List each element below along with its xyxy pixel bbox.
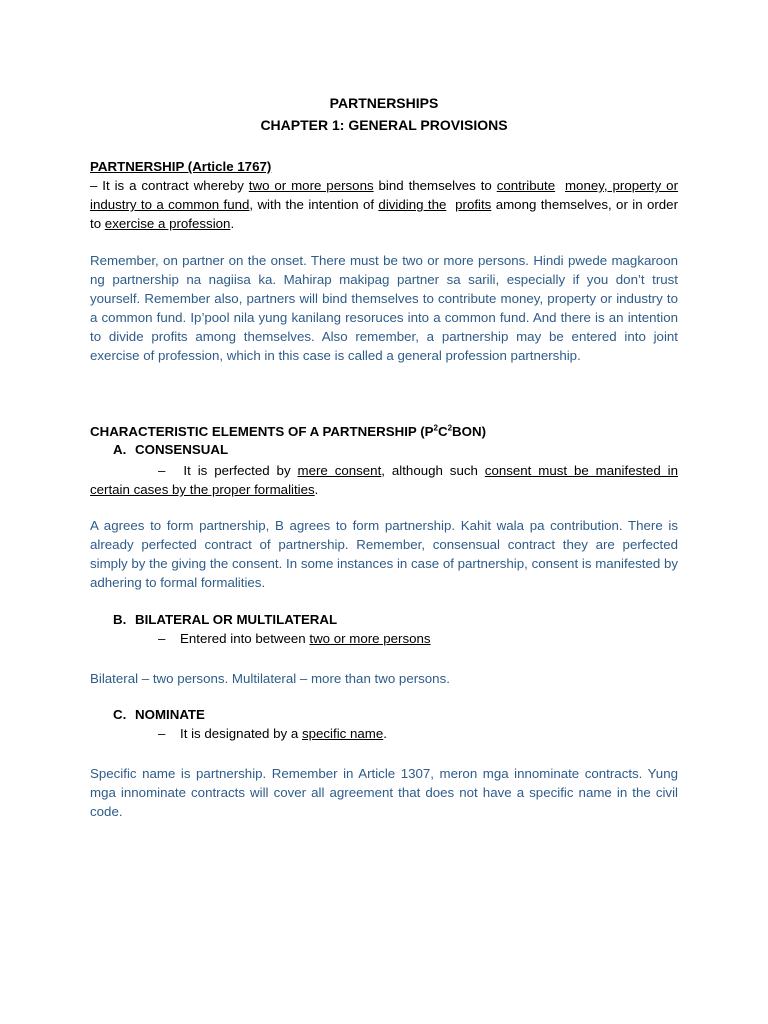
note-consensual: A agrees to form partnership, B agrees to form partnership. Kahit wala pa contribution. There is already perfected contract of partnership. Remember, consensual contract they are perfected simply by the giving the consent. In some instances in case of partnership, consent is manifested by adhering to formal formalities. (90, 518, 678, 590)
definition-heading (90, 157, 678, 176)
element-a-heading: A. CONSENSUAL (113, 442, 229, 457)
document-title: PARTNERSHIPS (329, 95, 439, 111)
elements-heading: CHARACTERISTIC ELEMENTS OF A PARTNERSHIP $(P^2C^2BON)$ (90, 423, 487, 439)
definition-heading-text: PARTNERSHIP (Article 1767) (90, 159, 272, 174)
element-a-text: – It is perfected by mere consent, although such consent must be manifested in certain cases by the proper formalities. (90, 463, 678, 497)
note-bilateral: Bilateral – two persons. Multilateral – more than two persons. (90, 671, 450, 686)
note-partnership: Remember, on partner on the onset. There must be two or more persons. Hindi pwede magkaroon ng partnership na nagiisa ka. Mahirap makipag partner sa sarili, especially if you don’t trust yourself. Remember also, partners will bind themselves to contribute money, property or industry to a common fund. Ip’pool nila yung kanilang resoruces into a common fund. And there is an intention to divide profits among themselves. Also remember, a partnership may be entered into joint exercise of profession, which in this case is called a general profession partnership. (90, 253, 678, 363)
definition-text: – It is a contract whereby two or more persons bind themselves to contribute money, property or industry to a common fund, with the intention of dividing the profits among themselves, or in order to exercise a profession. (90, 178, 679, 231)
element-c-text: – It is designated by a specific name. (158, 726, 387, 741)
element-c-heading: C. NOMINATE (113, 707, 205, 722)
chapter-title: CHAPTER 1: GENERAL PROVISIONS (260, 117, 508, 133)
note-nominate: Specific name is partnership. Remember in Article 1307, meron mga innominate contracts. Yung mga innominate contracts will cover all agreement that does not have a specific name in the civil code. (90, 766, 678, 819)
element-b-text: – Entered into between two or more persons (158, 631, 431, 646)
element-b-heading: B. BILATERAL OR MULTILATERAL (113, 612, 338, 627)
